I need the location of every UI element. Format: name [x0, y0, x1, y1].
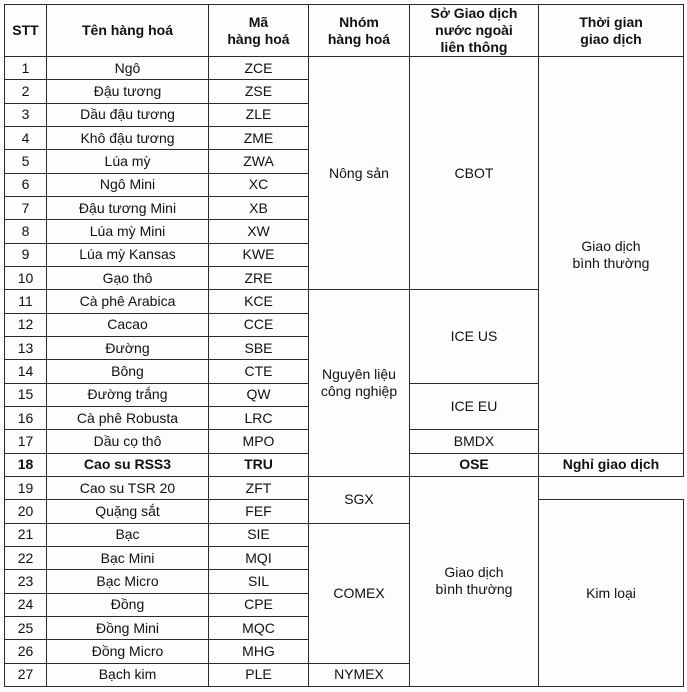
cell-code: LRC [209, 406, 309, 429]
cell-code: CTE [209, 360, 309, 383]
cell-stt: 26 [5, 640, 47, 663]
cell-stt: 12 [5, 313, 47, 336]
cell-name: Cà phê Robusta [47, 406, 209, 429]
header-code-line: hàng hoá [227, 30, 290, 47]
cell-stt: 3 [5, 103, 47, 126]
cell-name: Dầu đậu tương [47, 103, 209, 126]
header-exchange-line: liên thông [440, 39, 508, 55]
cell-code: XC [209, 173, 309, 196]
cell-name: Đồng Mini [47, 616, 209, 639]
cell-name: Bạc Mini [47, 546, 209, 569]
cell-name: Cao su TSR 20 [47, 476, 209, 499]
group-metals: Kim loại [539, 500, 684, 687]
cell-stt: 24 [5, 593, 47, 616]
header-group [309, 5, 410, 57]
cell-stt: 8 [5, 220, 47, 243]
cell-code: TRU [209, 453, 309, 476]
time-line: Giao dịch [444, 564, 504, 581]
cell-stt: 9 [5, 243, 47, 266]
cell-code: ZRE [209, 266, 309, 289]
cell-name: Ngô Mini [47, 173, 209, 196]
cell-name: Lúa mỳ Mini [47, 220, 209, 243]
cell-stt: 23 [5, 570, 47, 593]
time-normal-bottom [410, 476, 539, 686]
exchange-ice-eu: ICE EU [410, 383, 539, 430]
header-group-line: hàng hoá [327, 30, 391, 47]
cell-stt: 22 [5, 546, 47, 569]
cell-code: ZCE [209, 57, 309, 80]
group-agri: Nông sản [309, 57, 410, 290]
exchange-comex: COMEX [309, 523, 410, 663]
cell-code: MQC [209, 616, 309, 639]
time-line: bình thường [572, 254, 650, 271]
time-line: Giao dịch [581, 237, 641, 254]
exchange-nymex: NYMEX [309, 663, 410, 686]
cell-code: ZFT [209, 476, 309, 499]
cell-code: ZME [209, 126, 309, 149]
exchange-ice-us: ICE US [410, 290, 539, 383]
header-exchange-line: Sở Giao dịch [430, 5, 518, 21]
cell-name: Bạch kim [47, 663, 209, 686]
cell-name: Bạc [47, 523, 209, 546]
cell-name: Đường trắng [47, 383, 209, 406]
cell-code: ZLE [209, 103, 309, 126]
cell-stt: 27 [5, 663, 47, 686]
cell-name: Đường [47, 336, 209, 359]
cell-code: MPO [209, 430, 309, 453]
cell-code: CCE [209, 313, 309, 336]
cell-code: MHG [209, 640, 309, 663]
cell-stt: 20 [5, 500, 47, 523]
cell-name: Cà phê Arabica [47, 290, 209, 313]
header-exchange [410, 5, 539, 57]
header-time [539, 5, 684, 57]
cell-code: KCE [209, 290, 309, 313]
time-suspended: Nghỉ giao dịch [539, 453, 684, 476]
cell-name: Bạc Micro [47, 570, 209, 593]
cell-name: Khô đậu tương [47, 126, 209, 149]
cell-code: SIE [209, 523, 309, 546]
cell-stt: 25 [5, 616, 47, 639]
cell-stt: 18 [5, 453, 47, 476]
header-code-line: Mã [248, 13, 269, 30]
time-normal-top [539, 57, 684, 454]
cell-name: Lúa mỳ [47, 150, 209, 173]
exchange-bmdx: BMDX [410, 430, 539, 453]
header-time-line: Thời gian [579, 13, 643, 30]
table-row [5, 57, 684, 80]
header-name: Tên hàng hoá [47, 5, 209, 57]
cell-code: XW [209, 220, 309, 243]
cell-name: Đậu tương Mini [47, 196, 209, 219]
cell-code: PLE [209, 663, 309, 686]
cell-code: MQI [209, 546, 309, 569]
cell-code: FEF [209, 500, 309, 523]
cell-stt: 15 [5, 383, 47, 406]
cell-name: Ngô [47, 57, 209, 80]
commodity-table [4, 4, 684, 687]
cell-name: Đậu tương [47, 80, 209, 103]
cell-code: SBE [209, 336, 309, 359]
cell-name: Đồng Micro [47, 640, 209, 663]
cell-code: CPE [209, 593, 309, 616]
exchange-ose: OSE [410, 453, 539, 476]
cell-code: XB [209, 196, 309, 219]
group-industrial [309, 290, 410, 477]
cell-stt: 21 [5, 523, 47, 546]
cell-name: Lúa mỳ Kansas [47, 243, 209, 266]
cell-stt: 7 [5, 196, 47, 219]
cell-name: Bông [47, 360, 209, 383]
cell-stt: 4 [5, 126, 47, 149]
table-row [5, 476, 684, 499]
cell-stt: 14 [5, 360, 47, 383]
cell-name: Dầu cọ thô [47, 430, 209, 453]
cell-stt: 6 [5, 173, 47, 196]
cell-name: Đồng [47, 593, 209, 616]
cell-code: ZWA [209, 150, 309, 173]
cell-stt: 17 [5, 430, 47, 453]
header-group-line: Nhóm [339, 13, 379, 30]
cell-stt: 16 [5, 406, 47, 429]
cell-stt: 1 [5, 57, 47, 80]
cell-name: Cao su RSS3 [47, 453, 209, 476]
cell-code: KWE [209, 243, 309, 266]
header-row [5, 5, 684, 57]
time-line: bình thường [435, 581, 513, 598]
cell-code: SIL [209, 570, 309, 593]
cell-name: Gạo thô [47, 266, 209, 289]
cell-stt: 11 [5, 290, 47, 313]
cell-stt: 19 [5, 476, 47, 499]
group-line: công nghiệp [320, 383, 398, 400]
cell-code: ZSE [209, 80, 309, 103]
header-stt: STT [5, 5, 47, 57]
header-code [209, 5, 309, 57]
exchange-cbot: CBOT [410, 57, 539, 290]
cell-stt: 5 [5, 150, 47, 173]
cell-stt: 2 [5, 80, 47, 103]
cell-stt: 13 [5, 336, 47, 359]
cell-name: Cacao [47, 313, 209, 336]
group-line: Nguyên liệu [322, 366, 396, 383]
header-exchange-line: nước ngoài [435, 22, 513, 38]
cell-name: Quặng sắt [47, 500, 209, 523]
header-time-line: giao dịch [580, 30, 642, 47]
cell-code: QW [209, 383, 309, 406]
exchange-sgx: SGX [309, 476, 410, 523]
cell-stt: 10 [5, 266, 47, 289]
